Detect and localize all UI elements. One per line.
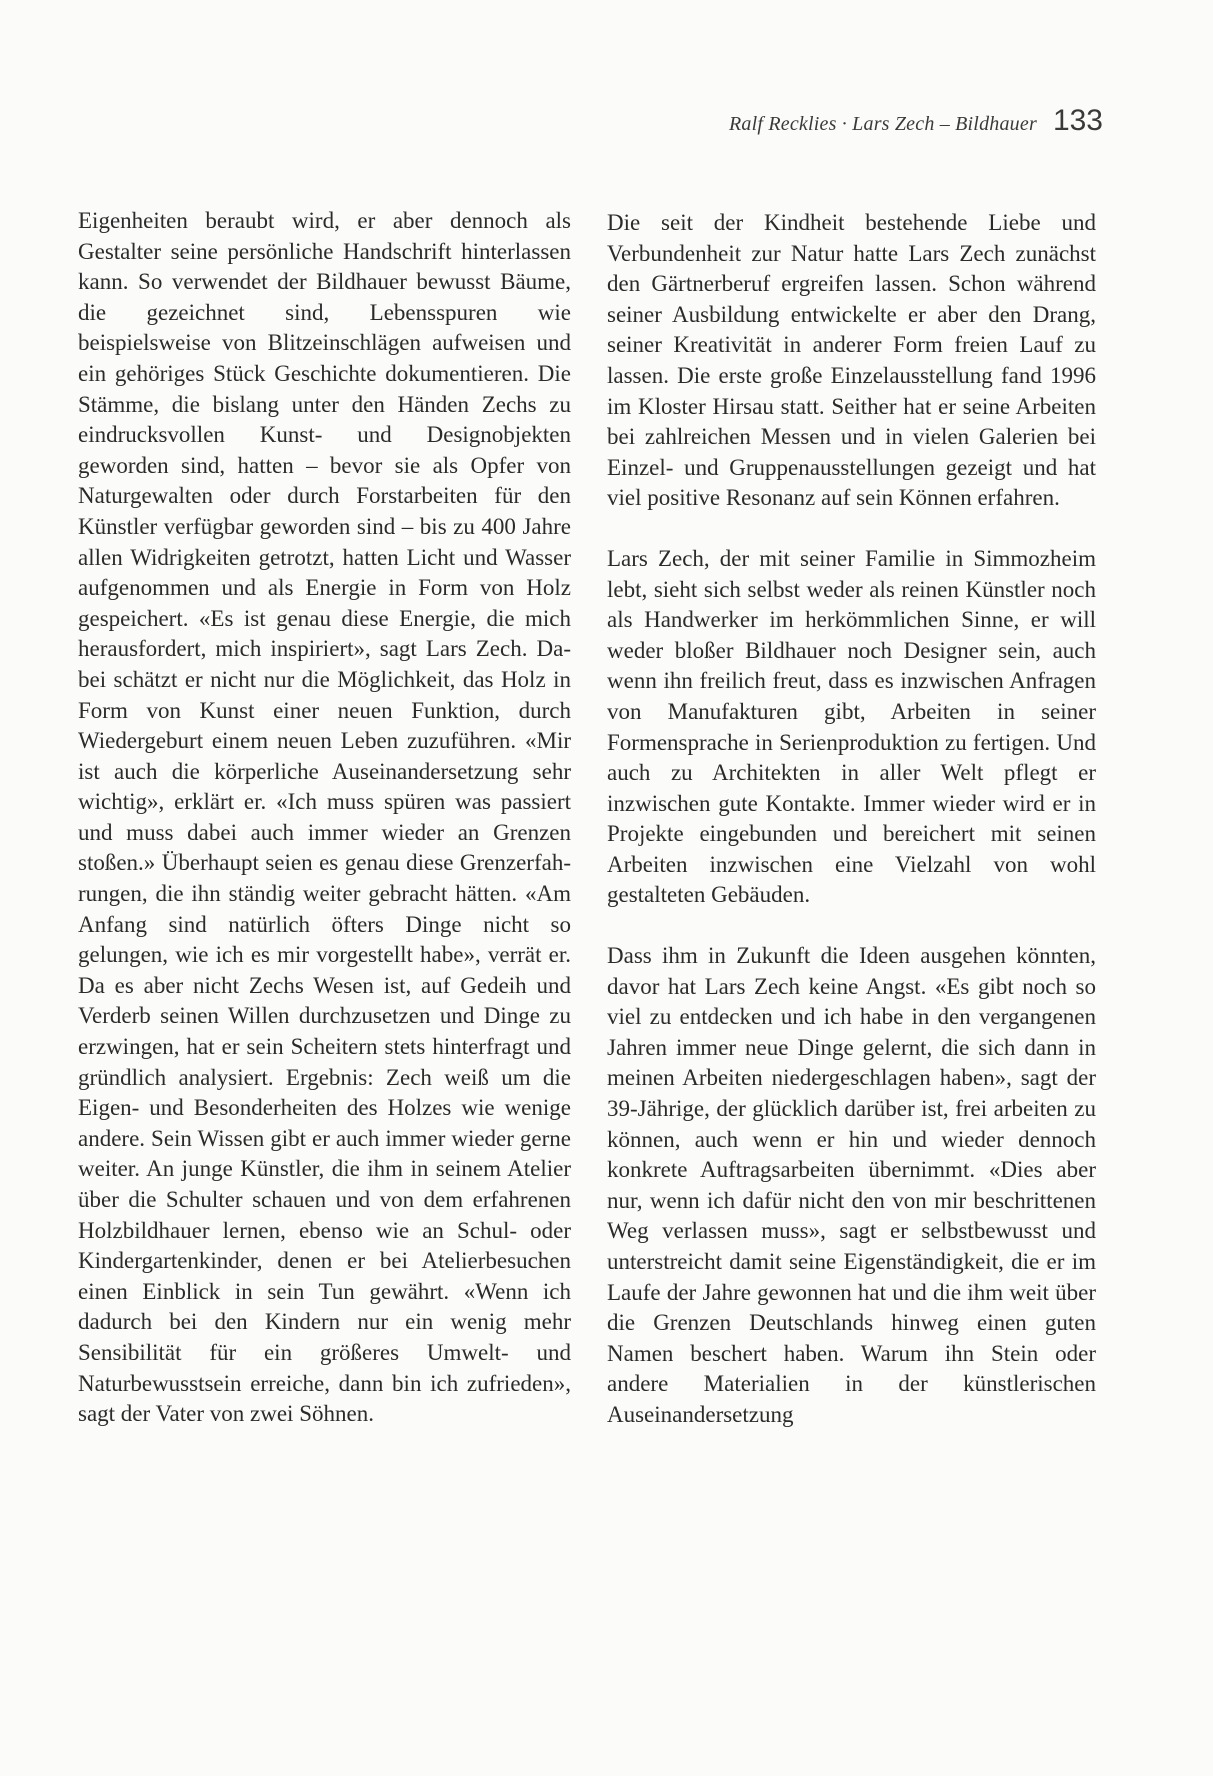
right-column [607, 208, 1096, 1431]
paragraph: Die seit der Kindheit bestehende Liebe und Verbundenheit zur Natur hatte Lars Zech zunächst den Gärtnerberuf ergreifen lassen. Schon während seiner Ausbildung entwickelte er aber den Drang, seiner Kreativität in anderer Form freien Lauf zu lassen. Die erste große Einzelausstellung fand 1996 im Kloster Hirsau statt. Seither hat er seine Arbeiten bei zahlreichen Messen und in vielen Galerien bei Einzel- und Gruppenausstellungen gezeigt und hat viel positive Resonanz auf sein Können erfahren. [607, 210, 1096, 511]
paragraph: Eigenheiten beraubt wird, er aber dennoch als Gestalter seine persönliche Handschrift hinterlassen kann. So verwendet der Bildhauer bewusst Bäume, die gezeichnet sind, Lebensspuren wie beispielsweise von Blitzeinschlägen aufweisen und ein gehöriges Stück Geschichte dokumentieren. Die Stämme, die bislang unter den Händen Zechs zu eindrucksvollen Kunst- und Designobjekten geworden sind, hatten – bevor sie als Opfer von Naturgewalten oder durch Forstarbeiten für den Künstler verfügbar geworden sind – bis zu 400 Jahre allen Widrigkeiten getrotzt, hatten Licht und Wasser aufgenommen und als Energie in Form von Holz gespeichert. «Es ist genau diese Energie, die mich herausfordert, mich inspiriert», sagt Lars Zech. Dabei schätzt er nicht nur die Möglichkeit, das Holz in Form von Kunst einer neuen Funktion, durch Wiedergeburt einem neuen Leben zuzuführen. «Mir ist auch die körperliche Auseinandersetzung sehr wichtig», erklärt er. «Ich muss spüren was passiert und muss dabei auch immer wieder an Grenzen stoßen.» Überhaupt seien es genau diese Grenzerfahrungen, die ihn ständig weiter gebracht hätten. «Am Anfang sind natürlich öfters Dinge nicht so gelungen, wie ich es mir vorgestellt habe», verrät er. Da es aber nicht Zechs Wesen ist, auf Gedeih und Verderb seinen Willen durchzusetzen und Dinge zu erzwingen, hat er sein Scheitern stets hinterfragt und gründlich analysiert. Ergebnis: Zech weiß um die Eigen- und Besonderheiten des Holzes wie wenige andere. Sein Wissen gibt er auch immer wieder gerne weiter. An junge Künstler, die ihm in seinem Atelier über die Schulter schauen und von dem erfahrenen Holzbildhauer lernen, ebenso wie an Schul- oder Kindergartenkinder, denen er bei Atelierbesuchen einen Einblick in sein Tun gewährt. «Wenn ich dadurch bei den Kindern nur ein wenig mehr Sensibilität für ein größeres Umwelt- und Naturbewusstsein erreiche, dann bin ich zufrieden», sagt der Vater von zwei Söhnen. [78, 208, 571, 1427]
paragraph: Dass ihm in Zukunft die Ideen ausgehen könnten, davor hat Lars Zech keine Angst. «Es gibt noch so viel zu entdecken und ich habe in den vergangenen Jahren immer neue Dinge gelernt, die sich dann in meinen Arbeiten niedergeschlagen haben», sagt der 39-Jährige, der glücklich darüber ist, frei arbeiten zu können, auch wenn er hin und wieder dennoch konkrete Auftragsarbeiten übernimmt. «Dies aber nur, wenn ich dafür nicht den von mir beschrittenen Weg verlassen muss», sagt er selbstbewusst und unterstreicht damit seine Eigenständigkeit, die er im Laufe der Jahre gewonnen hat und die ihm weit über die Grenzen Deutschlands hinweg einen guten Namen beschert haben. Warum ihn Stein oder andere Materialien in der künstlerischen Auseinandersetzung [607, 943, 1096, 1427]
left-column [78, 206, 571, 1430]
running-head [729, 104, 1103, 138]
paragraph: Lars Zech, der mit seiner Familie in Simmozheim lebt, sieht sich selbst weder als reinen Künstler noch als Handwerker im herkömmlichen Sinne, er will weder bloßer Bildhauer noch Designer sein, auch wenn ihn freilich freut, dass es inzwischen Anfragen von Manufakturen gibt, Arbeiten in seiner Formensprache in Serienproduktion zu fertigen. Und auch zu Architekten in aller Welt pflegt er inzwischen gute Kontakte. Immer wieder wird er in Projekte eingebunden und bereichert mit seinen Arbeiten inzwischen eine Vielzahl von wohl gestalteten Gebäuden. [607, 545, 1096, 908]
page-number: 133 [1052, 104, 1103, 137]
running-title: Ralf Recklies · Lars Zech – Bildhauer [729, 113, 1037, 135]
